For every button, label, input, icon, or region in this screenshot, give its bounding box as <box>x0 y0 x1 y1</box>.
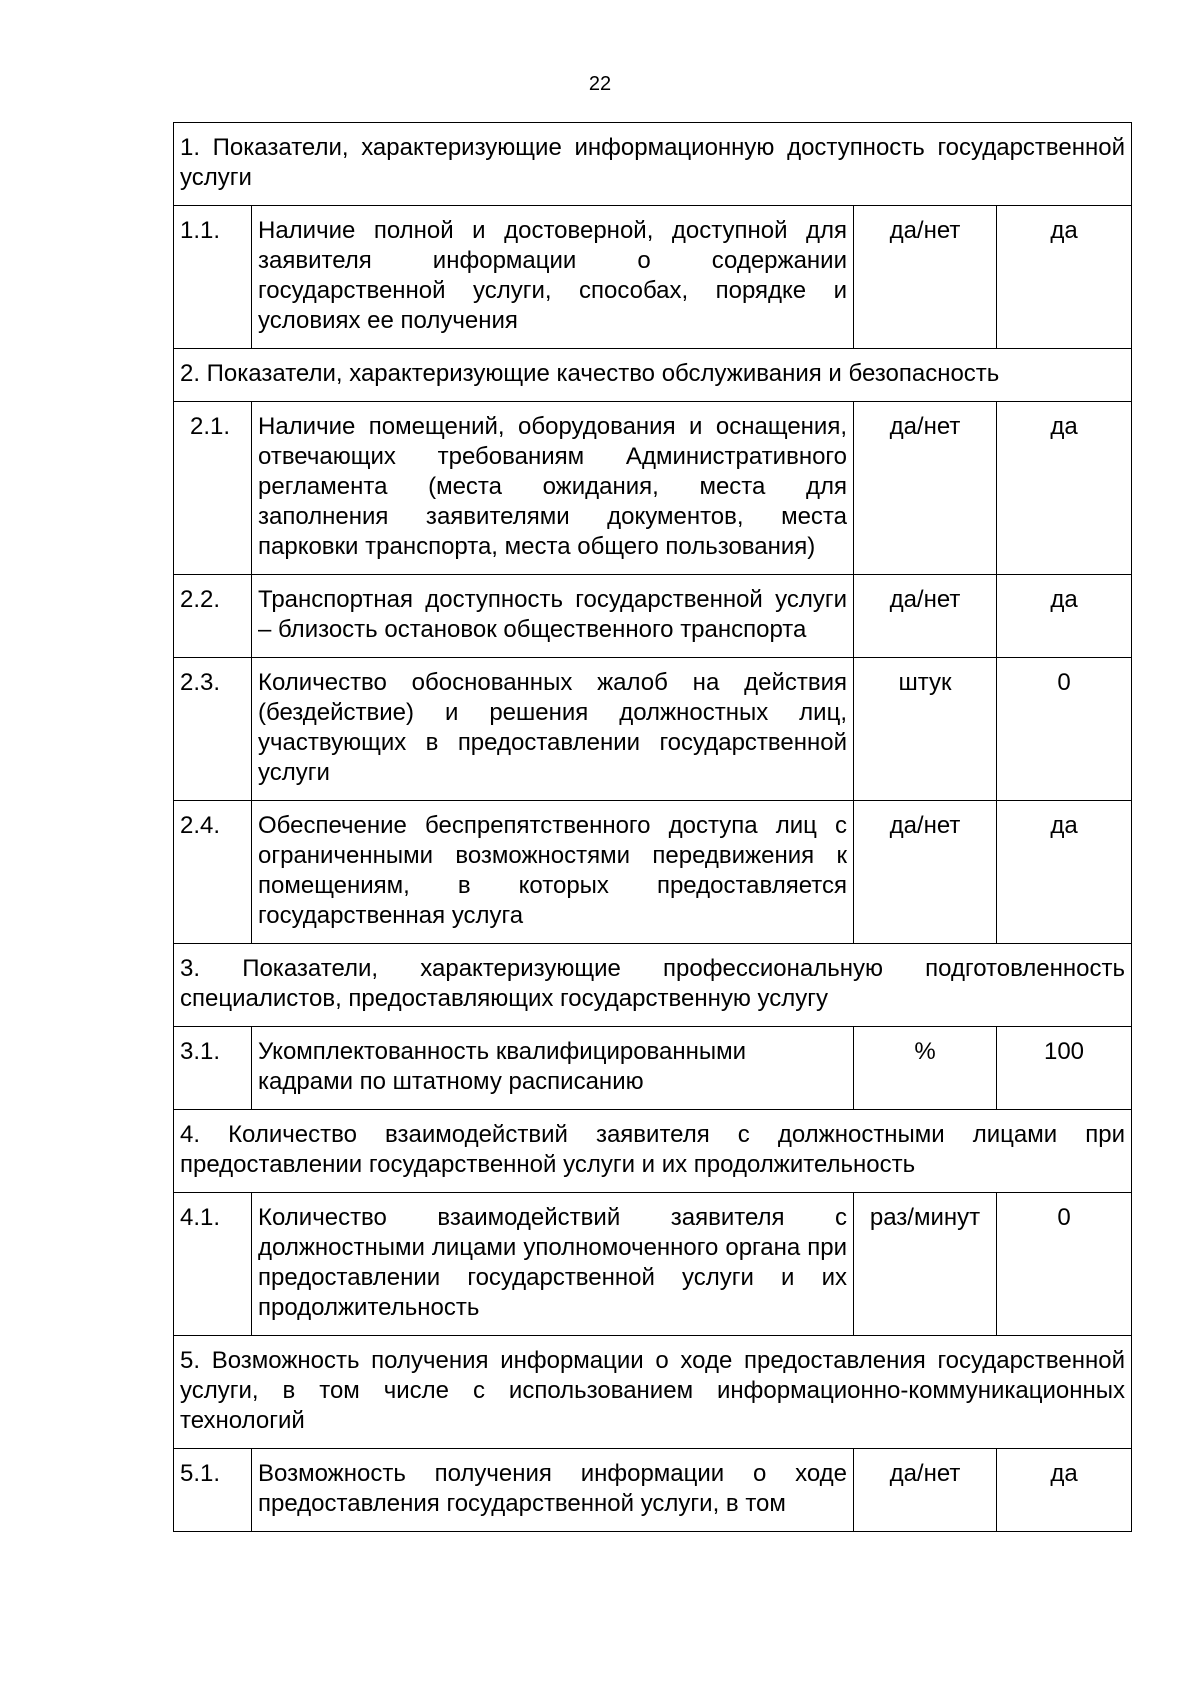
item-unit: штук <box>854 658 997 801</box>
table-row <box>174 801 1132 944</box>
indicators-table <box>173 122 1132 1532</box>
item-number: 4.1. <box>174 1193 252 1336</box>
item-unit: да/нет <box>854 575 997 658</box>
item-description: Транспортная доступность государственной услуги – близость остановок общественного транспорта <box>252 575 854 658</box>
table-row <box>174 402 1132 575</box>
item-value: 0 <box>997 1193 1132 1336</box>
section-title: 5. Возможность получения информации о ходе предоставления государственной услуги, в том числе с использованием информационно-коммуникационных технологий <box>174 1336 1132 1449</box>
item-description: Наличие помещений, оборудования и оснащения, отвечающих требованиям Административного регламента (места ожидания, места для заполнения заявителями документов, места парковки транспорта, места общего пользования) <box>252 402 854 575</box>
item-value: да <box>997 801 1132 944</box>
item-description: Укомплектованность квалифицированными кадрами по штатному расписанию <box>252 1027 854 1110</box>
item-number: 2.4. <box>174 801 252 944</box>
item-description: Количество взаимодействий заявителя с должностными лицами уполномоченного органа при предоставлении государственной услуги и их продолжительность <box>252 1193 854 1336</box>
section-row <box>174 1110 1132 1193</box>
item-value: да <box>997 206 1132 349</box>
item-value: 0 <box>997 658 1132 801</box>
item-number: 2.2. <box>174 575 252 658</box>
table-row <box>174 1027 1132 1110</box>
table-row <box>174 1193 1132 1336</box>
section-row <box>174 1336 1132 1449</box>
table-row <box>174 658 1132 801</box>
item-unit: да/нет <box>854 801 997 944</box>
item-number: 1.1. <box>174 206 252 349</box>
item-description: Наличие полной и достоверной, доступной для заявителя информации о содержании государственной услуги, способах, порядке и условиях ее получения <box>252 206 854 349</box>
item-number: 2.1. <box>174 402 252 575</box>
item-value: да <box>997 402 1132 575</box>
item-unit: раз/минут <box>854 1193 997 1336</box>
section-title: 1. Показатели, характеризующие информационную доступность государственной услуги <box>174 123 1132 206</box>
item-description: Возможность получения информации о ходе предоставления государственной услуги, в том <box>252 1449 854 1532</box>
section-title: 2. Показатели, характеризующие качество обслуживания и безопасность <box>174 349 1132 402</box>
section-row <box>174 944 1132 1027</box>
section-title: 4. Количество взаимодействий заявителя с должностными лицами при предоставлении государственной услуги и их продолжительность <box>174 1110 1132 1193</box>
table-row <box>174 575 1132 658</box>
table-row <box>174 206 1132 349</box>
item-unit: % <box>854 1027 997 1110</box>
item-description: Обеспечение беспрепятственного доступа лиц с ограниченными возможностями передвижения к помещениям, в которых предоставляется государственная услуга <box>252 801 854 944</box>
section-row <box>174 123 1132 206</box>
item-number: 2.3. <box>174 658 252 801</box>
section-row <box>174 349 1132 402</box>
item-unit: да/нет <box>854 206 997 349</box>
item-description: Количество обоснованных жалоб на действия (бездействие) и решения должностных лиц, участвующих в предоставлении государственной услуги <box>252 658 854 801</box>
item-value: да <box>997 575 1132 658</box>
table-row <box>174 1449 1132 1532</box>
item-unit: да/нет <box>854 1449 997 1532</box>
item-unit: да/нет <box>854 402 997 575</box>
item-value: 100 <box>997 1027 1132 1110</box>
item-number: 5.1. <box>174 1449 252 1532</box>
item-number: 3.1. <box>174 1027 252 1110</box>
item-value: да <box>997 1449 1132 1532</box>
page-number: 22 <box>588 73 612 95</box>
section-title: 3. Показатели, характеризующие профессиональную подготовленность специалистов, предоставляющих государственную услугу <box>174 944 1132 1027</box>
